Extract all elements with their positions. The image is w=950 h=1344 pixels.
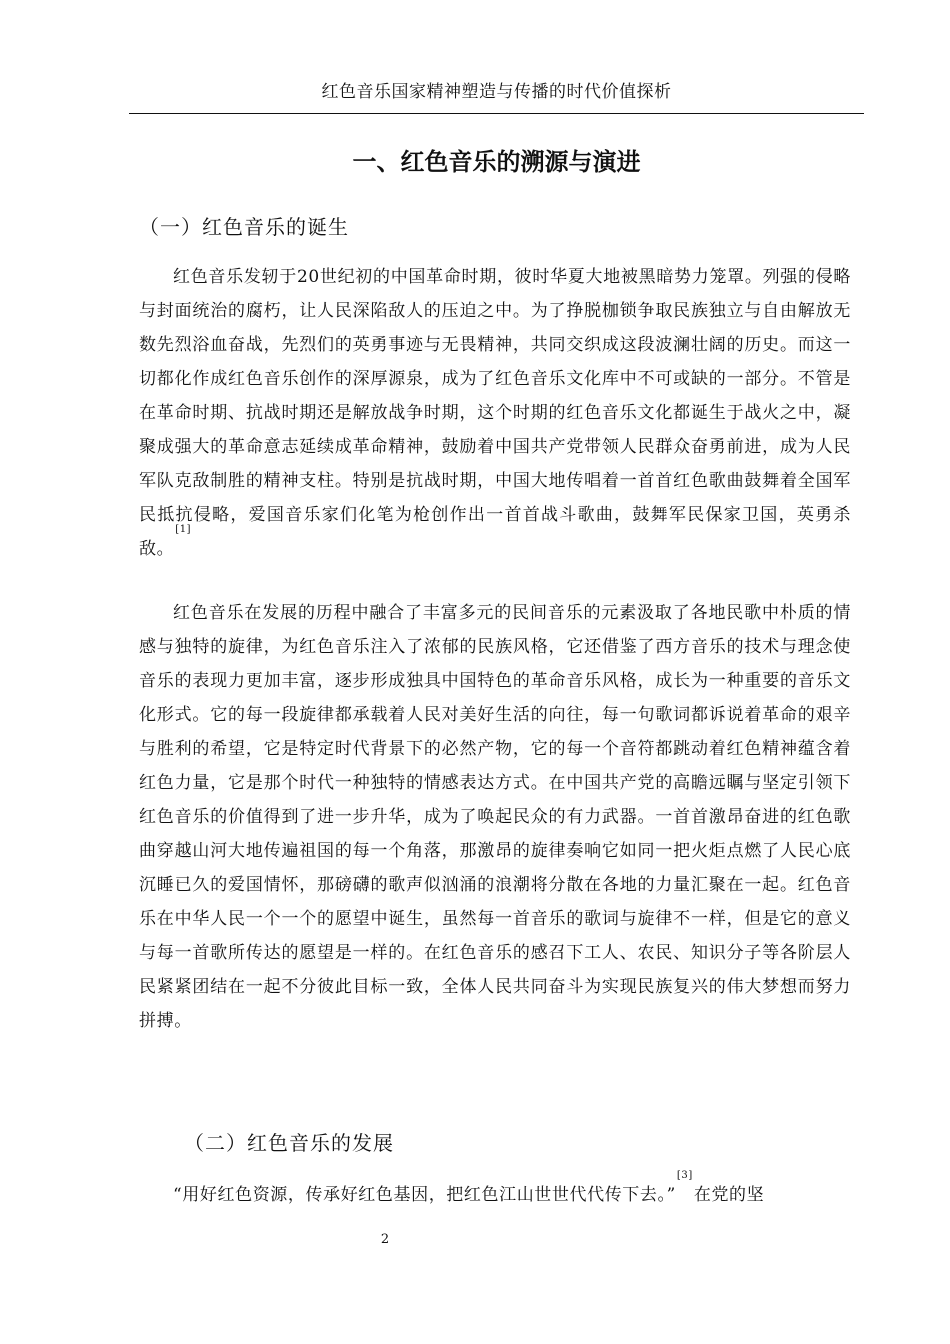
paragraph-3 (139, 1170, 851, 1212)
page-number: 2 (380, 1232, 390, 1247)
citation-3: [3] (676, 1170, 693, 1181)
header-rule (129, 113, 864, 114)
section-title-1: （一）红色音乐的诞生 (139, 215, 349, 239)
paragraph-3-text: 在党的坚 (693, 1185, 765, 1205)
paragraph-1 (139, 260, 851, 566)
section-title-2: （二）红色音乐的发展 (184, 1131, 394, 1155)
chapter-title: 一、红色音乐的溯源与演进 (352, 148, 641, 176)
paragraph-1-text: 红色音乐发轫于20世纪初的中国革命时期，彼时华夏大地被黑暗势力笼罩。列强的侵略与封面统治的腐朽，让人民深陷敌人的压迫之中。为了挣脱枷锁争取民族独立与自由解放无数先烈浴血奋战，先烈们的英勇事迹与无畏精神，共同交织成这段波澜壮阔的历史。而这一切都化作成红色音乐创作的深厚源泉，成为了红色音乐文化库中不可或缺的一部分。不管是在革命时期、抗战时期还是解放战争时期，这个时期的红色音乐文化都诞生于战火之中，凝聚成强大的革命意志延续成革命精神，鼓励着中国共产党带领人民群众奋勇前进，成为人民军队克敌制胜的精神支柱。特别是抗战时期，中国大地传唱着一首首红色歌曲鼓舞着全国军民抵抗侵略，爱国音乐家们化笔为枪创作出一首首战斗歌曲，鼓舞军民保家卫国，英勇杀敌。 (139, 267, 851, 559)
paragraph-2: 红色音乐在发展的历程中融合了丰富多元的民间音乐的元素汲取了各地民歌中朴质的情感与独特的旋律，为红色音乐注入了浓郁的民族风格，它还借鉴了西方音乐的技术与理念使音乐的表现力更加丰富，逐步形成独具中国特色的革命音乐风格，成长为一种重要的音乐文化形式。它的每一段旋律都承载着人民对美好生活的向往，每一句歌词都诉说着革命的艰辛与胜利的希望，它是特定时代背景下的必然产物，它的每一个音符都跳动着红色精神蕴含着红色力量，它是那个时代一种独特的情感表达方式。在中国共产党的高瞻远瞩与坚定引领下红色音乐的价值得到了进一步升华，成为了唤起民众的有力武器。一首首激昂奋进的红色歌曲穿越山河大地传遍祖国的每一个角落，那激昂的旋律奏响它如同一把火炬点燃了人民心底沉睡已久的爱国情怀，那磅礴的歌声似汹涌的浪潮将分散在各地的力量汇聚在一起。红色音乐在中华人民一个一个的愿望中诞生，虽然每一首音乐的歌词与旋律不一样，但是它的意义与每一首歌所传达的愿望是一样的。在红色音乐的感召下工人、农民、知识分子等各阶层人民紧紧团结在一起不分彼此目标一致，全体人民共同奋斗为实现民族复兴的伟大梦想而努力拼搏。 (139, 603, 851, 1031)
running-header: 红色音乐国家精神塑造与传播的时代价值探析 (321, 82, 672, 102)
paragraph-3-quote: “用好红色资源，传承好红色基因，把红色江山世世代代传下去。” (173, 1185, 676, 1205)
citation-1: [1] (175, 524, 192, 535)
